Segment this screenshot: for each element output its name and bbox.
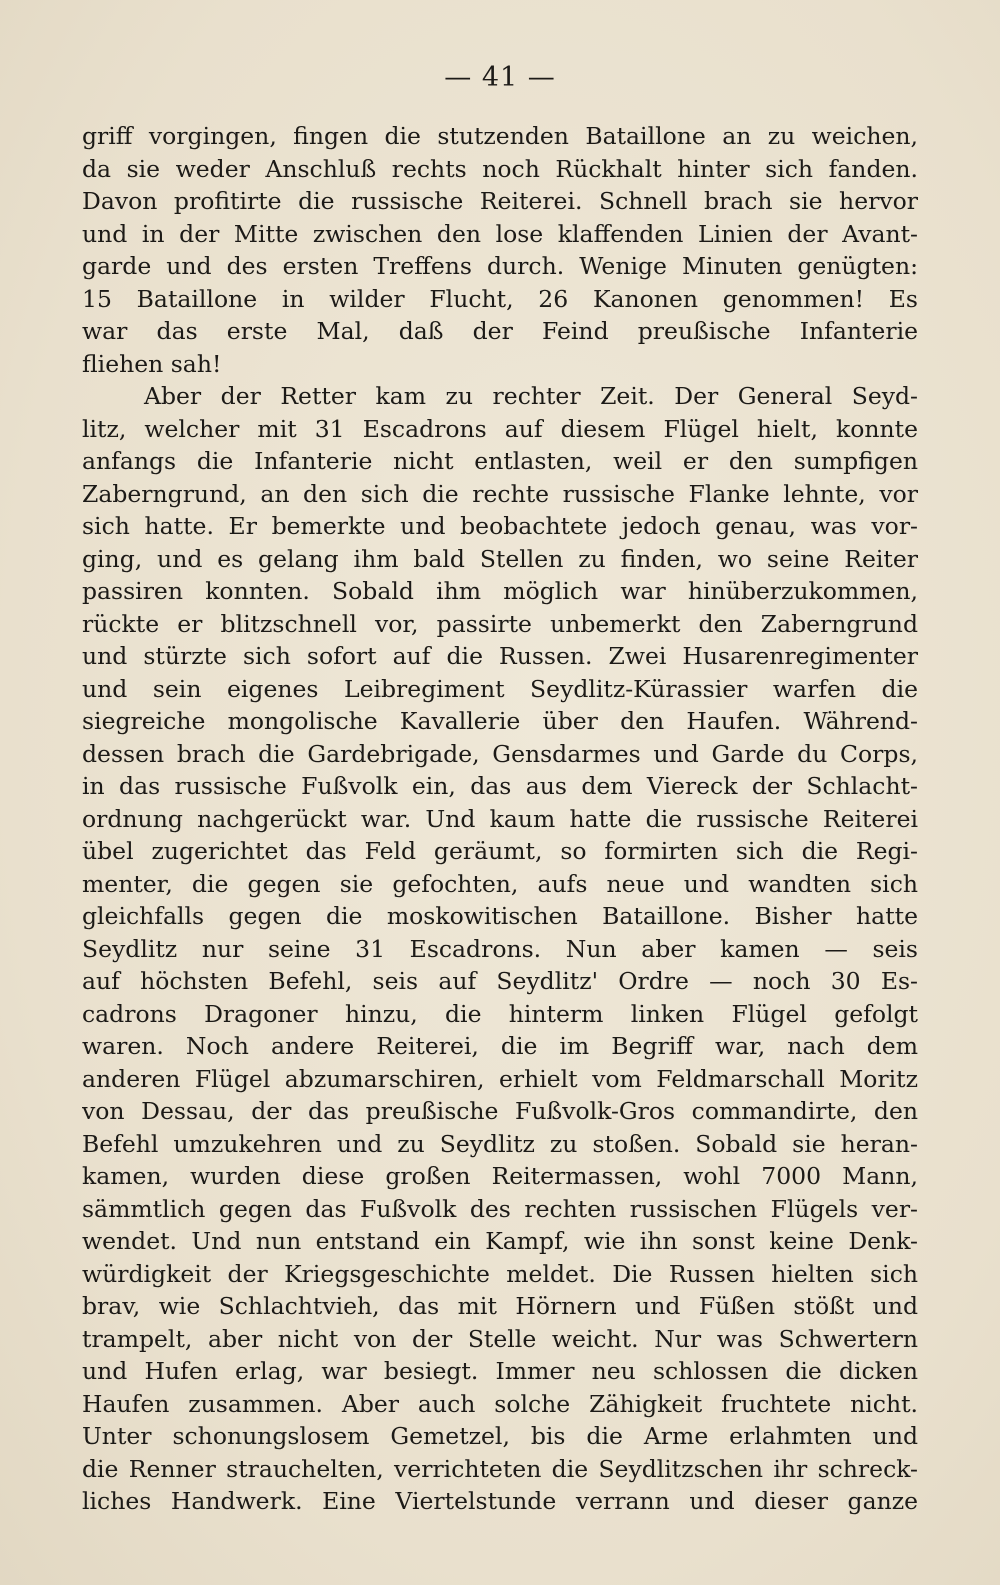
text-line: würdigkeit der Kriegsgeschichte meldet. Die Russen hielten sich (82, 1259, 918, 1288)
text-line: übel zugerichtet das Feld geräumt, so formirten sich die Regi- (82, 837, 918, 865)
text-line: litz, welcher mit 31 Escadrons auf diesem Flügel hielt, konnte (82, 414, 918, 443)
text-line: cadrons Dragoner hinzu, die hinterm linken Flügel gefolgt (82, 999, 918, 1028)
text-line: fliehen sah! (82, 349, 222, 378)
text-line: auf höchsten Befehl, seis auf Seydlitz' Ordre — noch 30 Es- (82, 967, 918, 995)
text-line: rückte er blitzschnell vor, passirte unbemerkt den Zaberngrund (82, 609, 918, 638)
text-line: und stürzte sich sofort auf die Russen. Zwei Husarenregimenter (82, 642, 918, 670)
text-line: brav, wie Schlachtvieh, das mit Hörnern und Füßen stößt und (82, 1292, 918, 1320)
text-line: waren. Noch andere Reiterei, die im Begriff war, nach dem (82, 1032, 918, 1060)
text-line: anderen Flügel abzumarschiren, erhielt vom Feldmarschall Moritz (82, 1064, 918, 1093)
body-text (82, 120, 918, 1518)
page-number: — 41 — (444, 62, 556, 93)
text-line: Zaberngrund, an den sich die rechte russische Flanke lehnte, vor (82, 479, 918, 508)
text-line: da sie weder Anschluß rechts noch Rückhalt hinter sich fanden. (82, 154, 918, 183)
text-line: wendet. Und nun entstand ein Kampf, wie ihn sonst keine Denk- (82, 1227, 918, 1255)
text-line: dessen brach die Gardebrigade, Gensdarmes und Garde du Corps, (82, 739, 918, 768)
text-line: menter, die gegen sie gefochten, aufs neue und wandten sich (82, 869, 918, 898)
text-line: Aber der Retter kam zu rechter Zeit. Der General Seyd- (144, 382, 918, 410)
text-line: griff vorgingen, fingen die stutzenden Bataillone an zu weichen, (82, 122, 918, 150)
text-line: und in der Mitte zwischen den lose klaffenden Linien der Avant- (82, 219, 918, 248)
text-line: gleichfalls gegen die moskowitischen Bataillone. Bisher hatte (82, 902, 918, 930)
text-line: in das russische Fußvolk ein, das aus dem Viereck der Schlacht- (82, 772, 918, 800)
text-line: 15 Bataillone in wilder Flucht, 26 Kanonen genommen! Es (82, 284, 918, 313)
text-line: anfangs die Infanterie nicht entlasten, weil er den sumpfigen (82, 447, 918, 475)
text-line: liches Handwerk. Eine Viertelstunde verrann und dieser ganze (82, 1487, 918, 1515)
text-line: passiren konnten. Sobald ihm möglich war hinüberzukommen, (82, 577, 918, 605)
text-line: Davon profitirte die russische Reiterei. Schnell brach sie hervor (82, 187, 918, 215)
text-line: ging, und es gelang ihm bald Stellen zu finden, wo seine Reiter (82, 544, 918, 573)
text-line: von Dessau, der das preußische Fußvolk-Gros commandirte, den (82, 1097, 918, 1125)
text-line: Haufen zusammen. Aber auch solche Zähigkeit fruchtete nicht. (82, 1389, 918, 1418)
text-line: Befehl umzukehren und zu Seydlitz zu stoßen. Sobald sie heran- (82, 1129, 918, 1158)
text-line: sich hatte. Er bemerkte und beobachtete jedoch genau, was vor- (82, 512, 918, 540)
text-line: Seydlitz nur seine 31 Escadrons. Nun aber kamen — seis (82, 934, 918, 963)
text-line: Unter schonungslosem Gemetzel, bis die Arme erlahmten und (82, 1422, 918, 1450)
text-line: trampelt, aber nicht von der Stelle weicht. Nur was Schwertern (82, 1324, 918, 1353)
text-line: war das erste Mal, daß der Feind preußische Infanterie (82, 317, 918, 345)
text-line: sämmtlich gegen das Fußvolk des rechten russischen Flügels ver- (82, 1194, 918, 1223)
text-line: und sein eigenes Leibregiment Seydlitz-Kürassier warfen die (82, 674, 918, 703)
text-line: kamen, wurden diese großen Reitermassen, wohl 7000 Mann, (82, 1162, 918, 1190)
text-line: die Renner strauchelten, verrichteten die Seydlitzschen ihr schreck- (82, 1454, 918, 1483)
text-line: und Hufen erlag, war besiegt. Immer neu schlossen die dicken (82, 1357, 918, 1385)
text-line: garde und des ersten Treffens durch. Wenige Minuten genügten: (82, 252, 918, 280)
text-line: ordnung nachgerückt war. Und kaum hatte die russische Reiterei (82, 804, 918, 833)
text-line: siegreiche mongolische Kavallerie über den Haufen. Während- (82, 707, 918, 735)
